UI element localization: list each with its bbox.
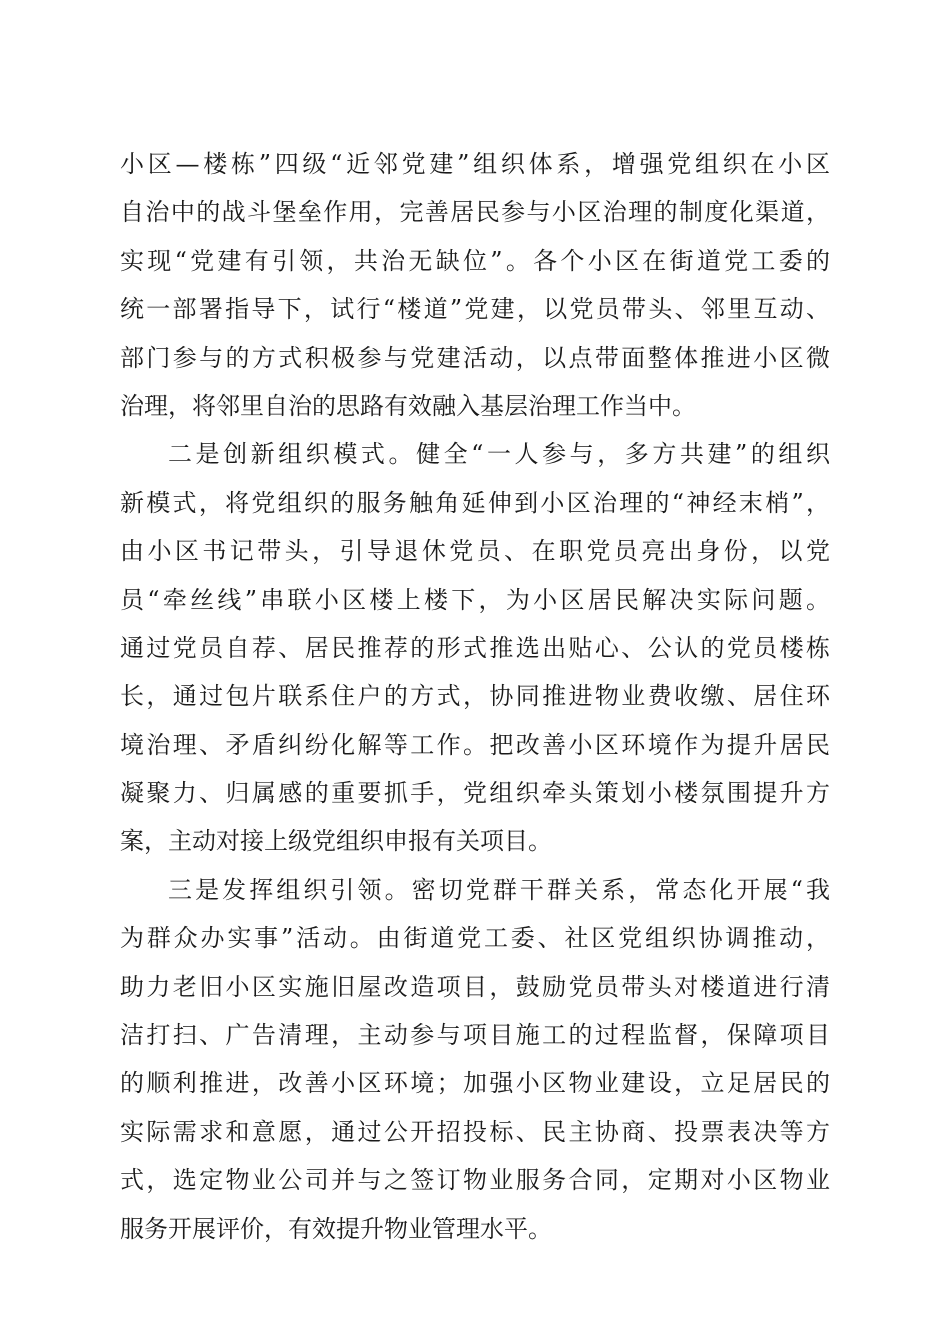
text-line: 的顺利推进，改善小区环境；加强小区物业建设，立足居民的: [120, 1069, 830, 1098]
text-line: 为群众办实事”活动。由街道党工委、社区党组织协调推动，: [120, 924, 830, 953]
text-line: 小区—楼栋”四级“近邻党建”组织体系，增强党组织在小区: [120, 150, 830, 178]
text-line: 助力老旧小区实施旧屋改造项目，鼓励党员带头对楼道进行清: [120, 972, 830, 1001]
text-line: 实现“党建有引领，共治无缺位”。各个小区在街道党工委的: [120, 246, 830, 275]
text-line: 凝聚力、归属感的重要抓手，党组织牵头策划小楼氛围提升方: [120, 779, 830, 808]
text-line: 治理，将邻里自治的思路有效融入基层治理工作当中。: [120, 391, 696, 420]
paragraph-continued: [120, 140, 830, 430]
text-line: 长，通过包片联系住户的方式，协同推进物业费收缴、居住环: [120, 682, 830, 711]
text-line: 三是发挥组织引领。密切党群干群关系，常态化开展“我: [168, 875, 830, 904]
text-line: 式，选定物业公司并与之签订物业服务合同，定期对小区物业: [120, 1166, 830, 1195]
text-line: 案，主动对接上级党组织申报有关项目。: [120, 827, 552, 856]
text-line: 通过党员自荐、居民推荐的形式推选出贴心、公认的党员楼栋: [120, 633, 830, 662]
text-line: 境治理、矛盾纠纷化解等工作。把改善小区环境作为提升居民: [120, 730, 830, 759]
text-line: 由小区书记带头，引导退休党员、在职党员亮出身份，以党: [120, 537, 830, 566]
text-line: 统一部署指导下，试行“楼道”党建，以党员带头、邻里互动、: [120, 295, 830, 324]
text-line: 自治中的战斗堡垒作用，完善居民参与小区治理的制度化渠道，: [120, 198, 830, 227]
text-line: 部门参与的方式积极参与党建活动，以点带面整体推进小区微: [120, 343, 830, 372]
text-line: 实际需求和意愿，通过公开招投标、民主协商、投票表决等方: [120, 1117, 830, 1146]
text-line: 员“牵丝线”串联小区楼上楼下，为小区居民解决实际问题。: [120, 585, 830, 614]
text-line: 服务开展评价，有效提升物业管理水平。: [120, 1214, 552, 1243]
text-line: 二是创新组织模式。健全“一人参与，多方共建”的组织: [168, 440, 830, 469]
text-line: 洁打扫、广告清理，主动参与项目施工的过程监督，保障项目: [120, 1021, 830, 1050]
paragraph-leadership: [120, 866, 830, 1253]
paragraph-innovation: [120, 430, 830, 866]
document-body: [120, 140, 830, 1253]
text-line: 新模式，将党组织的服务触角延伸到小区治理的“神经末梢”，: [120, 488, 830, 517]
